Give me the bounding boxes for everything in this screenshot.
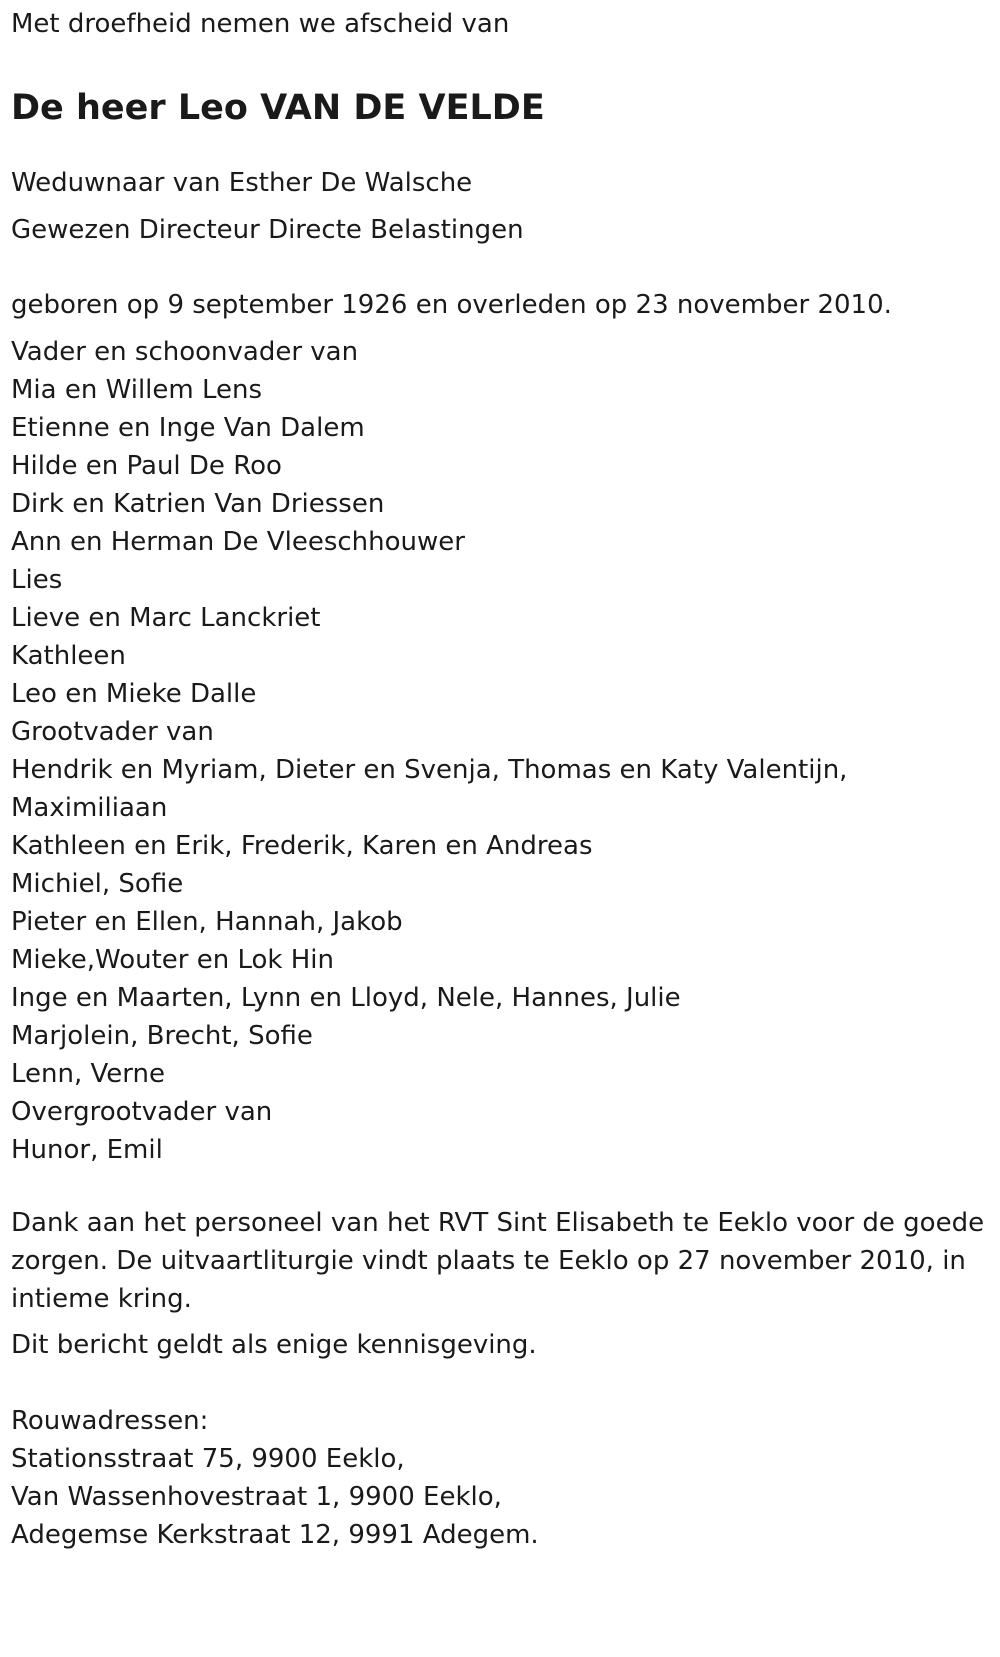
child-entry: Lies [11,565,63,595]
child-entry: Kathleen [11,641,126,671]
deceased-name: De heer Leo VAN DE VELDE [11,88,545,128]
grandfather-heading: Grootvader van [11,717,214,747]
grandchild-entry: Mieke,Wouter en Lok Hin [11,945,335,975]
child-entry: Dirk en Katrien Van Driessen [11,489,385,519]
grandchild-entry: Kathleen en Erik, Frederik, Karen en Andreas [11,831,593,861]
children-list [11,371,847,1169]
child-entry: Etienne en Inge Van Dalem [11,413,365,443]
address-line: Stationsstraat 75, 9900 Eeklo, [11,1444,405,1474]
address-line: Van Wassenhovestraat 1, 9900 Eeklo, [11,1482,502,1512]
occupation-line: Gewezen Directeur Directe Belastingen [11,215,524,245]
child-entry: Lieve en Marc Lanckriet [11,603,321,633]
addresses-block [11,1402,539,1554]
grandchild-entry: Pieter en Ellen, Hannah, Jakob [11,907,403,937]
grandchild-entry: Maximiliaan [11,793,168,823]
intro-text: Met droefheid nemen we afscheid van [11,9,510,39]
grandchild-entry: Lenn, Verne [11,1059,165,1089]
birth-death-dates: geboren op 9 september 1926 en overleden op 23 november 2010. [11,290,892,320]
thanks-paragraph: Dank aan het personeel van het RVT Sint Elisabeth te Eeklo voor de goede zorgen. De uitvaartliturgie vindt plaats te Eeklo op 27 november 2010, in intieme kring. [11,1208,985,1314]
addresses-heading: Rouwadressen: [11,1406,209,1436]
grandchild-entry: Michiel, Sofie [11,869,184,899]
child-entry: Mia en Willem Lens [11,375,263,405]
child-entry: Leo en Mieke Dalle [11,679,257,709]
grandchild-entry: Marjolein, Brecht, Sofie [11,1021,313,1051]
address-line: Adegemse Kerkstraat 12, 9991 Adegem. [11,1520,539,1550]
child-entry: Hilde en Paul De Roo [11,451,282,481]
great-grandchildren-entry: Hunor, Emil [11,1135,163,1165]
notice-line: Dit bericht geldt als enige kennisgeving. [11,1330,537,1360]
grandchild-entry: Inge en Maarten, Lynn en Lloyd, Nele, Hannes, Julie [11,983,681,1013]
great-grandfather-heading: Overgrootvader van [11,1097,273,1127]
child-entry: Ann en Herman De Vleeschhouwer [11,527,465,557]
father-heading: Vader en schoonvader van [11,337,359,367]
grandchild-entry: Hendrik en Myriam, Dieter en Svenja, Thomas en Katy Valentijn, [11,755,848,785]
widower-line: Weduwnaar van Esther De Walsche [11,168,473,198]
